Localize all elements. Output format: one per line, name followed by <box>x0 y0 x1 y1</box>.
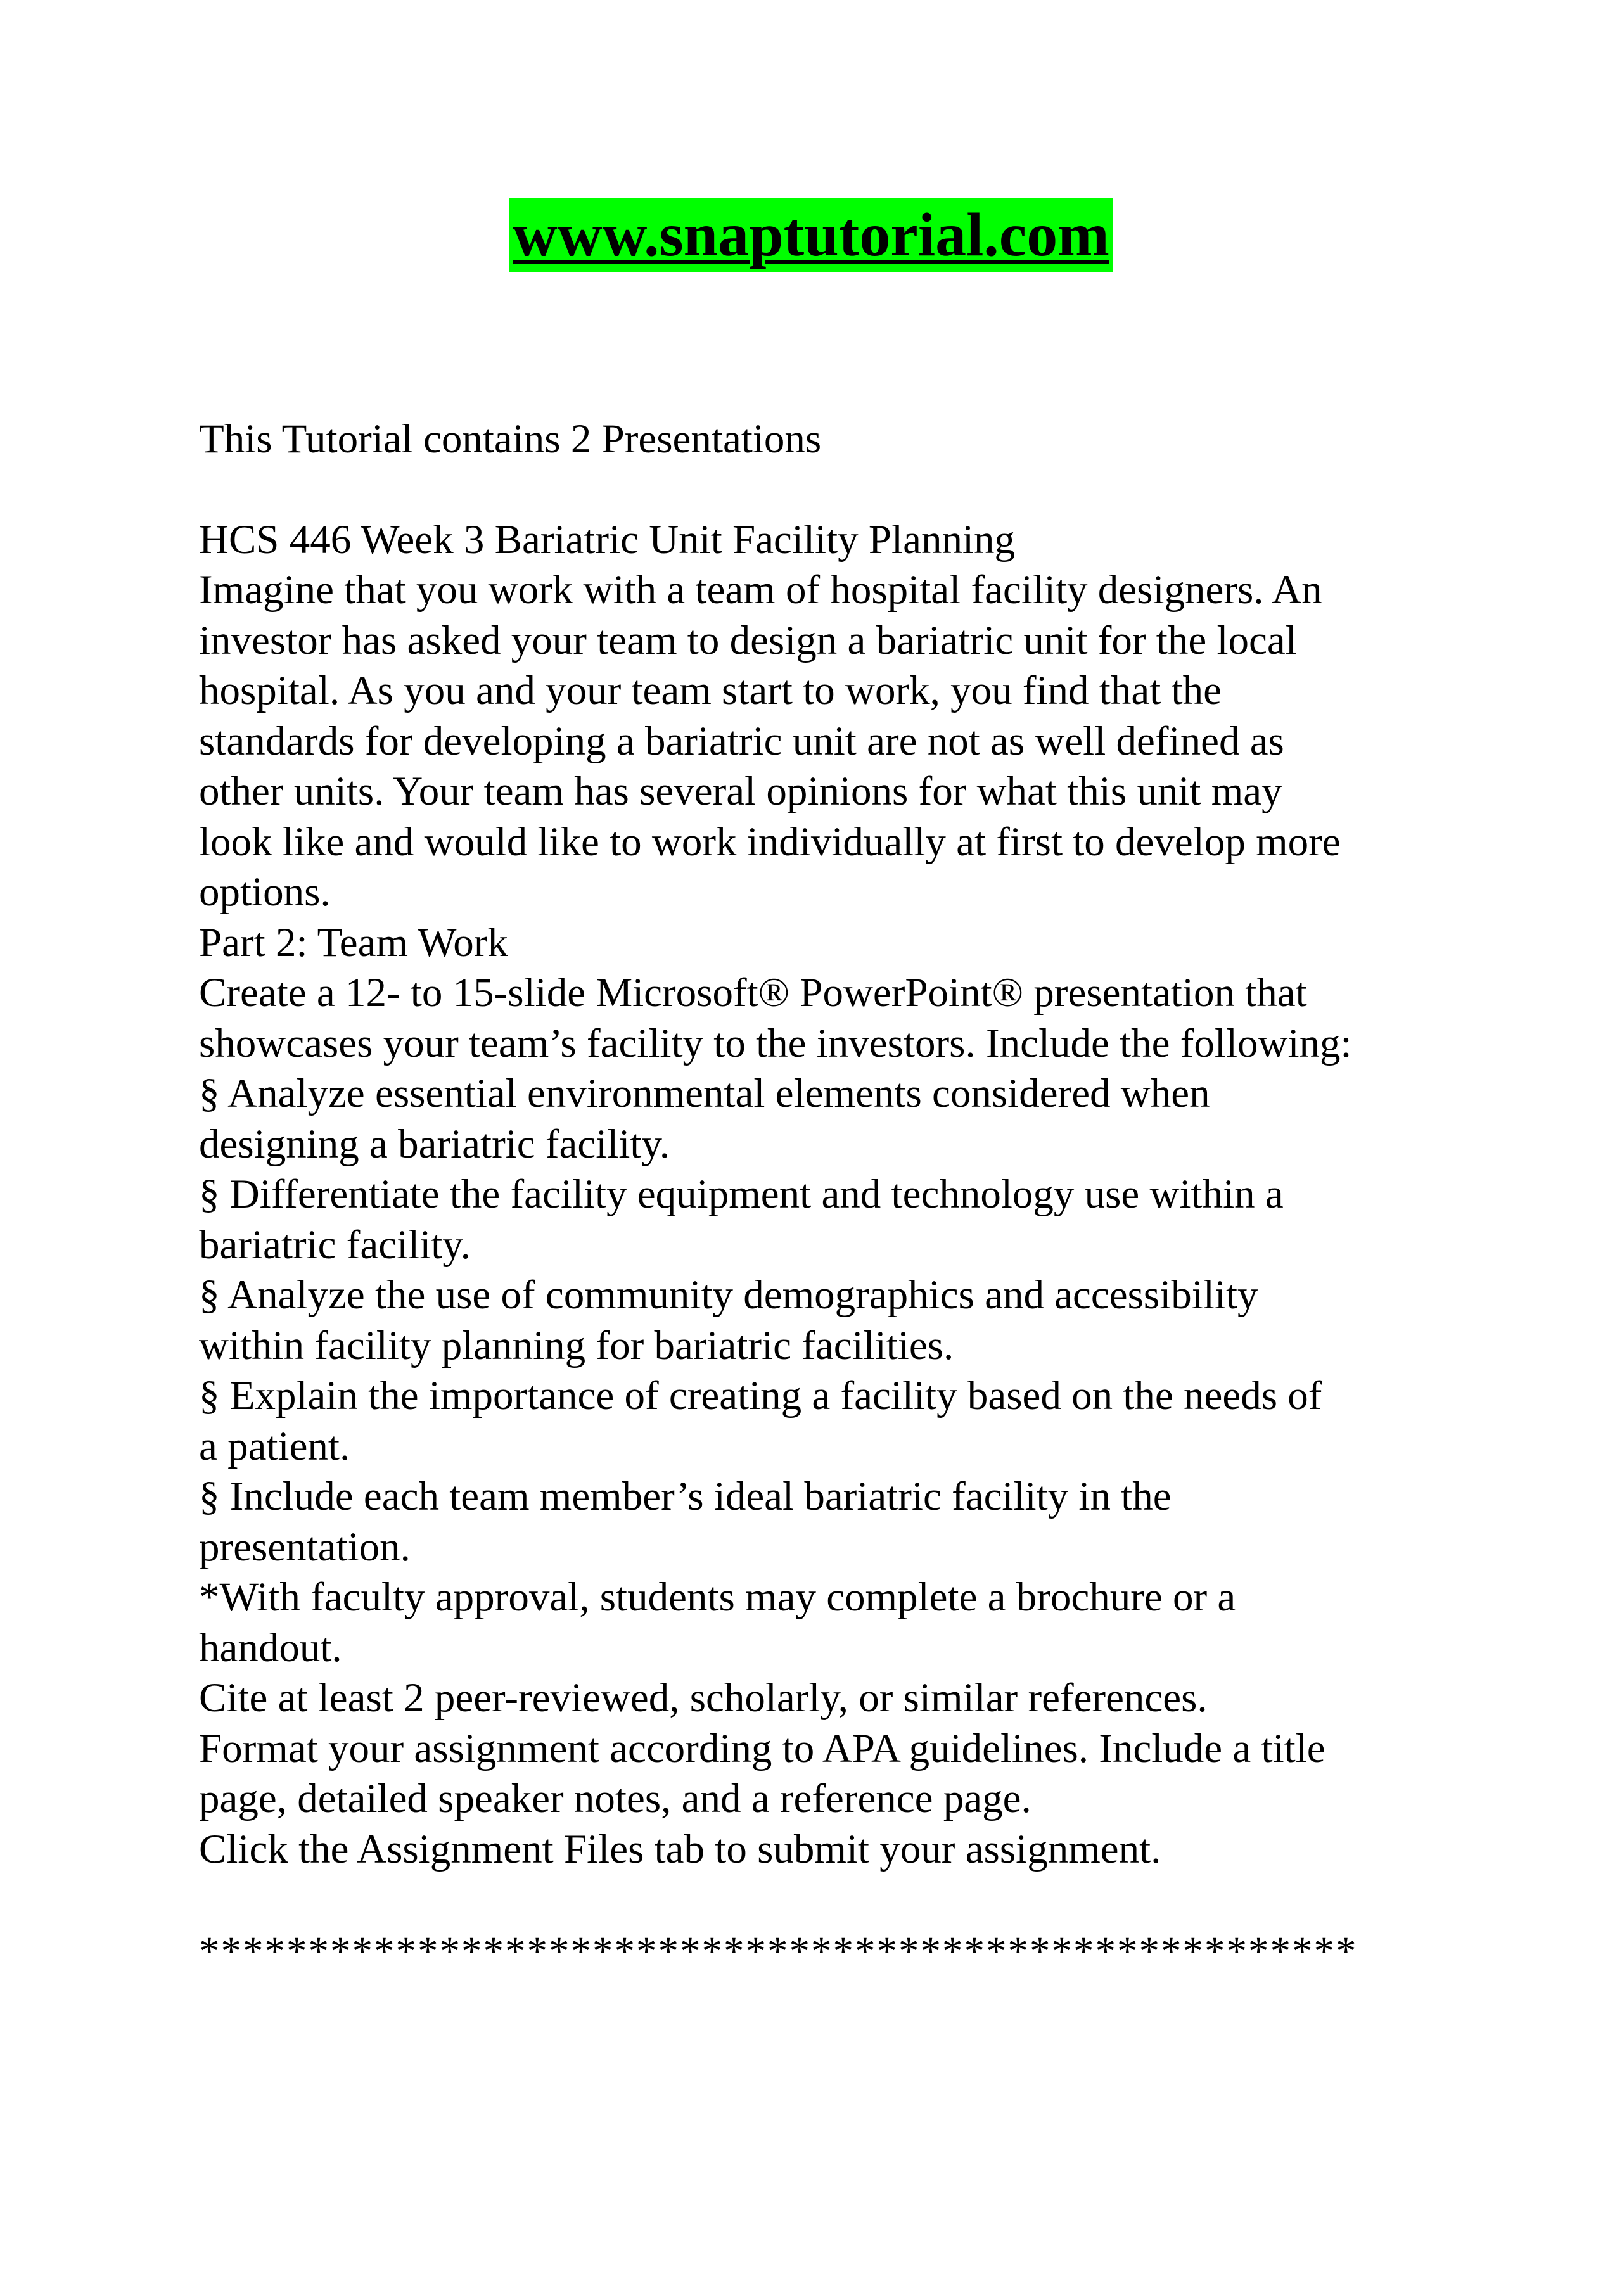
body-line: look like and would like to work individually at first to develop more <box>199 819 1341 865</box>
assignment-title: HCS 446 Week 3 Bariatric Unit Facility Planning <box>199 516 1016 563</box>
bullet-line: § Differentiate the facility equipment and technology use within a <box>199 1171 1284 1217</box>
body-line: designing a bariatric facility. <box>199 1121 670 1167</box>
body-line: presentation. <box>199 1524 411 1570</box>
body-line: Format your assignment according to APA guidelines. Include a title <box>199 1725 1325 1771</box>
site-banner <box>0 198 1622 272</box>
body-line: handout. <box>199 1624 342 1671</box>
bullet-line: § Include each team member’s ideal bariatric facility in the <box>199 1474 1172 1519</box>
body-line: a patient. <box>199 1423 350 1469</box>
body-line: standards for developing a bariatric unit are not as well defined as <box>199 718 1284 764</box>
section-heading: Part 2: Team Work <box>199 919 508 966</box>
body-line: hospital. As you and your team start to work, you find that the <box>199 668 1222 713</box>
bullet-line: § Explain the importance of creating a facility based on the needs of <box>199 1373 1322 1419</box>
body-line: bariatric facility. <box>199 1221 471 1268</box>
body-line: options. <box>199 869 331 915</box>
body-line: Imagine that you work with a team of hospital facility designers. An <box>199 567 1322 613</box>
bullet-line: § Analyze the use of community demographics and accessibility <box>199 1272 1258 1318</box>
body-line: investor has asked your team to design a bariatric unit for the local <box>199 617 1297 663</box>
bullet-line: § Analyze essential environmental elements considered when <box>199 1071 1210 1116</box>
body-line: Cite at least 2 peer-reviewed, scholarly, or similar references. <box>199 1675 1208 1721</box>
body-line: Click the Assignment Files tab to submit your assignment. <box>199 1826 1161 1872</box>
asterisk-separator: ***************************************************** <box>199 1929 1358 1974</box>
body-line: *With faculty approval, students may complete a brochure or a <box>199 1574 1236 1620</box>
body-line: other units. Your team has several opinions for what this unit may <box>199 769 1282 814</box>
body-line: page, detailed speaker notes, and a reference page. <box>199 1776 1031 1821</box>
body-line: within facility planning for bariatric facilities. <box>199 1322 954 1368</box>
body-line: Create a 12- to 15-slide Microsoft® PowerPoint® presentation that <box>199 970 1307 1016</box>
body-line: showcases your team’s facility to the investors. Include the following: <box>199 1020 1352 1066</box>
paragraph-gap <box>199 465 1466 515</box>
intro-line: This Tutorial contains 2 Presentations <box>199 416 822 462</box>
site-link[interactable]: www.snaptutorial.com <box>509 198 1113 272</box>
tutorial-body <box>199 414 1466 1875</box>
